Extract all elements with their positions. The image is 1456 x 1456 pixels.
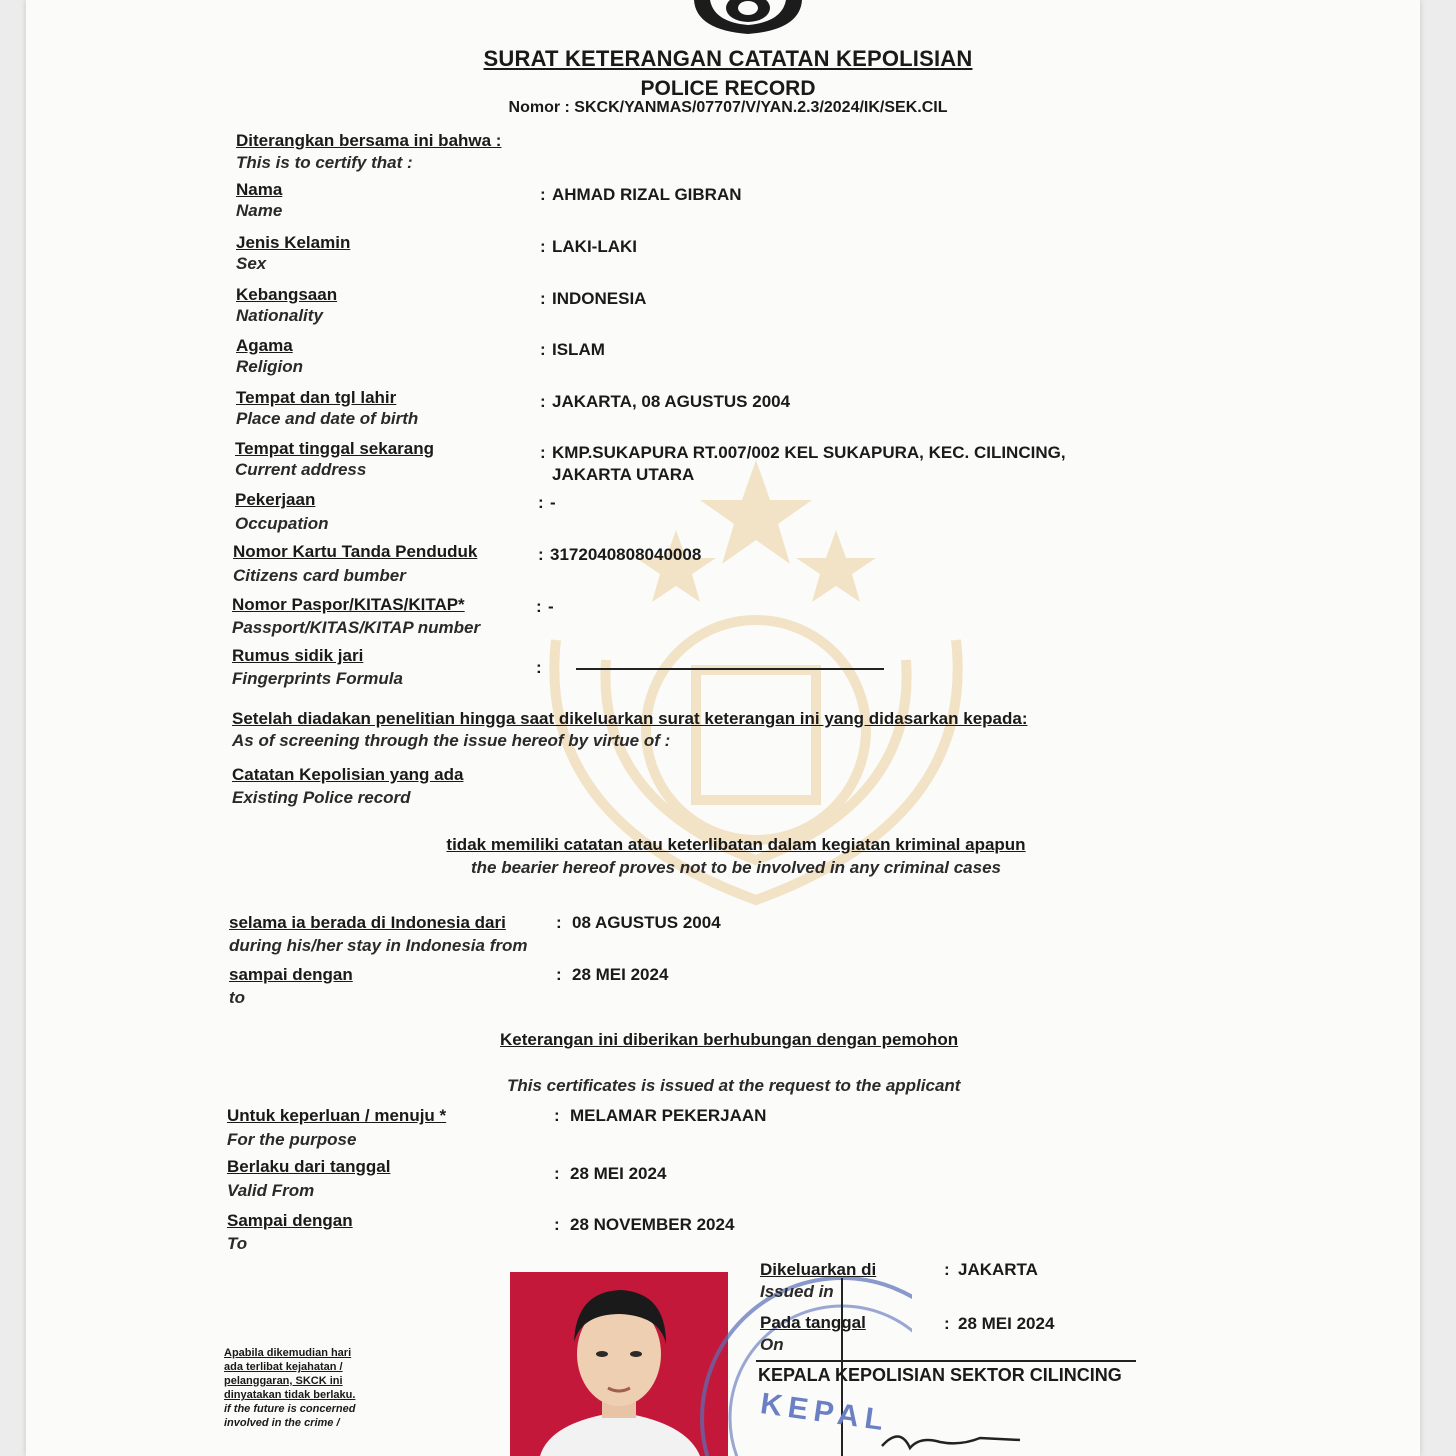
document-number: Nomor : SKCK/YANMAS/07707/V/YAN.2.3/2024/IK/SEK.CIL xyxy=(508,99,948,116)
footnote-line: if the future is concerned xyxy=(224,1403,356,1415)
field-label-en: Sex xyxy=(236,254,267,273)
field-label-id: Jenis Kelamin xyxy=(236,233,351,252)
field-label-en: Current address xyxy=(235,460,367,479)
footnote-line: dinyatakan tidak berlaku. xyxy=(224,1389,356,1401)
intro-label-id: Diterangkan bersama ini bahwa : xyxy=(236,131,502,150)
issued-in-value: JAKARTA xyxy=(958,1260,1038,1279)
field-label-id: Nomor Kartu Tanda Penduduk xyxy=(233,542,478,561)
issued-in-label-id: Dikeluarkan di xyxy=(760,1260,877,1279)
issued-in-label-en: Issued in xyxy=(760,1282,834,1301)
field-label-en: Name xyxy=(236,201,283,220)
stay-from-label-en: during his/her stay in Indonesia from xyxy=(229,936,528,955)
field-colon: : xyxy=(554,1106,560,1125)
field-colon: : xyxy=(554,1164,560,1183)
signature-divider xyxy=(756,1360,1136,1362)
field-colon: : xyxy=(536,658,542,677)
footnote-line: Apabila dikemudian hari xyxy=(224,1347,352,1359)
purpose-note-en: This certificates is issued at the request to the applicant xyxy=(507,1076,961,1095)
field-label-id: Rumus sidik jari xyxy=(232,646,364,665)
field-value-passport: - xyxy=(548,597,554,616)
field-colon: : xyxy=(540,392,546,411)
field-label-en: Nationality xyxy=(236,306,323,325)
field-colon: : xyxy=(556,965,562,984)
purpose-label-id: Untuk keperluan / menuju * xyxy=(227,1106,447,1125)
valid-from-label-en: Valid From xyxy=(227,1181,315,1200)
document-subtitle: POLICE RECORD xyxy=(640,77,816,100)
field-label-id: Pekerjaan xyxy=(235,490,316,509)
signature-icon xyxy=(880,1416,1030,1456)
field-colon: : xyxy=(540,340,546,359)
field-colon: : xyxy=(540,185,546,204)
stay-from-label-id: selama ia berada di Indonesia dari xyxy=(229,913,506,932)
field-value-name: AHMAD RIZAL GIBRAN xyxy=(552,185,742,204)
field-label-en: Occupation xyxy=(235,514,329,533)
field-colon: : xyxy=(540,289,546,308)
valid-from-value: 28 MEI 2024 xyxy=(570,1164,667,1183)
record-label-en: Existing Police record xyxy=(232,788,411,807)
official-title: KEPALA KEPOLISIAN SEKTOR CILINCING xyxy=(758,1365,1122,1385)
field-label-id: Agama xyxy=(236,336,293,355)
footnote-line: pelanggaran, SKCK ini xyxy=(224,1375,343,1387)
result-statement-en: the bearier hereof proves not to be involved in any criminal cases xyxy=(470,858,1001,877)
intro-label-en: This is to certify that : xyxy=(236,153,413,172)
footnote xyxy=(224,1346,355,1430)
field-label-en: Citizens card bumber xyxy=(233,566,406,585)
purpose-label-en: For the purpose xyxy=(227,1130,357,1149)
field-value-id-card: 3172040808040008 xyxy=(550,545,702,564)
result-statement-id: tidak memiliki catatan atau keterlibatan dalam kegiatan kriminal apapun xyxy=(446,835,1026,854)
stay-to-value: 28 MEI 2024 xyxy=(572,965,669,984)
footnote-line: ada terlibat kejahatan / xyxy=(224,1361,343,1373)
field-colon: : xyxy=(944,1260,950,1279)
field-label-id: Tempat tinggal sekarang xyxy=(235,439,435,458)
footnote-line: involved in the crime / xyxy=(224,1417,340,1429)
field-value-address-line2: JAKARTA UTARA xyxy=(552,465,695,484)
field-value-address: KMP.SUKAPURA RT.007/002 KEL SUKAPURA, KEC. CILINCING, xyxy=(552,443,1066,462)
police-emblem-icon xyxy=(686,0,810,36)
stay-to-label-en: to xyxy=(229,988,246,1007)
field-value-nationality: INDONESIA xyxy=(552,289,647,308)
issued-on-value: 28 MEI 2024 xyxy=(958,1314,1055,1333)
issued-on-label-en: On xyxy=(760,1335,784,1354)
valid-to-value: 28 NOVEMBER 2024 xyxy=(570,1215,735,1234)
screening-line-id: Setelah diadakan penelitian hingga saat dikeluarkan surat keterangan ini yang didasarkan kepada: xyxy=(232,709,1028,728)
field-label-en: Passport/KITAS/KITAP number xyxy=(232,618,481,637)
field-colon: : xyxy=(540,443,546,462)
valid-to-label-id: Sampai dengan xyxy=(227,1211,353,1230)
field-label-en: Religion xyxy=(236,357,304,376)
field-colon: : xyxy=(556,913,562,932)
issued-on-label-id: Pada tanggal xyxy=(760,1313,866,1332)
field-value-occupation: - xyxy=(550,493,556,512)
valid-from-label-id: Berlaku dari tanggal xyxy=(227,1157,391,1176)
document-title: SURAT KETERANGAN CATATAN KEPOLISIAN xyxy=(483,46,973,71)
purpose-note-id: Keterangan ini diberikan berhubungan dengan pemohon xyxy=(500,1030,959,1049)
screening-line-en: As of screening through the issue hereof by virtue of : xyxy=(232,731,671,750)
record-label-id: Catatan Kepolisian yang ada xyxy=(232,765,464,784)
field-label-id: Nama xyxy=(236,180,283,199)
field-value-birth: JAKARTA, 08 AGUSTUS 2004 xyxy=(552,392,791,411)
field-colon: : xyxy=(538,493,544,512)
stay-from-value: 08 AGUSTUS 2004 xyxy=(572,913,721,932)
field-label-id: Tempat dan tgl lahir xyxy=(236,388,397,407)
field-colon: : xyxy=(536,597,542,616)
field-value-religion: ISLAM xyxy=(552,340,605,359)
field-colon: : xyxy=(944,1314,950,1333)
purpose-value: MELAMAR PEKERJAAN xyxy=(570,1106,767,1125)
valid-to-label-en: To xyxy=(227,1234,248,1253)
field-value-sex: LAKI-LAKI xyxy=(552,237,637,256)
field-colon: : xyxy=(538,545,544,564)
field-label-en: Place and date of birth xyxy=(236,409,419,428)
stay-to-label-id: sampai dengan xyxy=(229,965,353,984)
fingerprint-formula-line xyxy=(576,668,884,670)
stamp-text: KEPAL xyxy=(758,1387,892,1438)
field-colon: : xyxy=(540,237,546,256)
field-label-id: Kebangsaan xyxy=(236,285,338,304)
field-label-id: Nomor Paspor/KITAS/KITAP* xyxy=(232,595,465,614)
field-label-en: Fingerprints Formula xyxy=(232,669,403,688)
field-colon: : xyxy=(554,1215,560,1234)
